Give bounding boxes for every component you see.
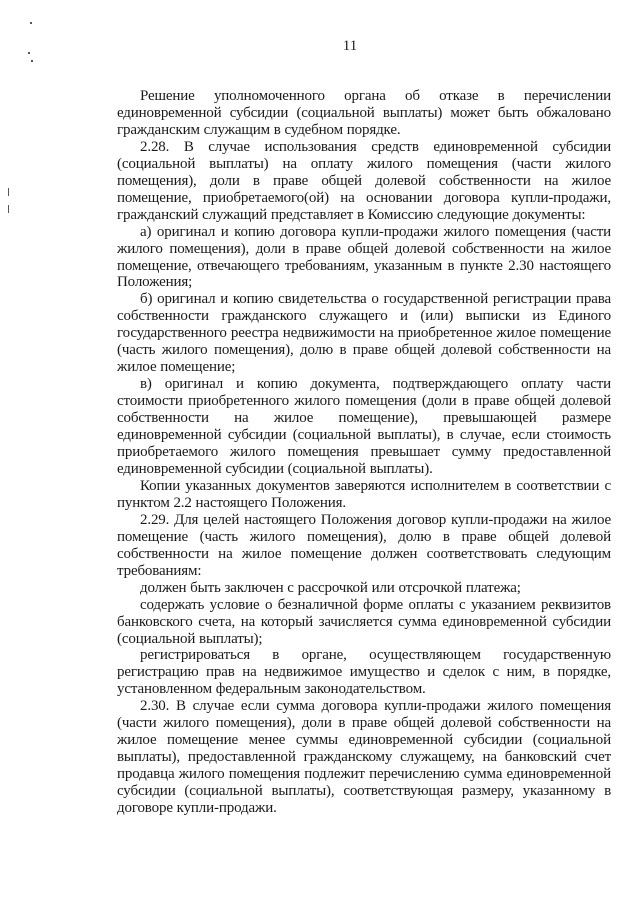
scan-mark (8, 205, 9, 213)
paragraph-2-28: 2.28. В случае использования средств единовременной субсидии (социальной выплаты) на оплату жилого помещения (части жилого помещения), доли в праве общей долевой собственности на жилое помещение, приобретаемого(ой) на основании договора купли-продажи, гражданский служащий представляет в Комиссию следующие документы: (117, 138, 611, 223)
paragraph-requirement-3: регистрироваться в органе, осуществляющем государственную регистрацию прав на недвижимое имущество и сделок с ним, в порядке, установленном федеральным законодательством. (117, 647, 611, 698)
document-body (117, 88, 611, 817)
scan-mark (30, 22, 32, 24)
paragraph-requirement-1: должен быть заключен с рассрочкой или отсрочкой платежа; (140, 579, 521, 596)
paragraph-2-29: 2.29. Для целей настоящего Положения договор купли-продажи на жилое помещение (часть жилого помещения), долю в праве общей долевой собственности на жилое помещение должен соответствовать следующим требованиям: (117, 511, 611, 579)
paragraph-item-b: б) оригинал и копию свидетельства о государственной регистрации права собственности гражданского служащего и (или) выписки из Единого государственного реестра недвижимости на приобретенное жилое помещение (часть жилого помещения), долю в праве общей долевой собственности на жилое помещение; (117, 291, 611, 376)
scan-mark (8, 188, 9, 196)
paragraph-copies: Копии указанных документов заверяются исполнителем в соответствии с пунктом 2.2 настоящего Положения. (117, 477, 611, 511)
paragraph-2-30: 2.30. В случае если сумма договора купли-продажи жилого помещения (части жилого помещения), доли в праве общей долевой собственности на жилое помещение менее суммы единовременной субсидии (социальной выплаты), предоставленной гражданскому служащему, на банковский счет продавца жилого помещения подлежит перечислению сумма единовременной субсидии (социальной выплаты), соответствующая размеру, указанному в договоре купли-продажи. (117, 698, 611, 817)
paragraph-requirement-2: содержать условие о безналичной форме оплаты с указанием реквизитов банковского счета, на который зачисляется сумма единовременной субсидии (социальной выплаты); (117, 596, 611, 647)
paragraph-item-a: а) оригинал и копию договора купли-продажи жилого помещения (части жилого помещения), доли в праве общей долевой собственности на жилое помещение, отвечающего требованиям, указанным в пункте 2.30 настоящего Положения; (117, 223, 611, 291)
paragraph-item-v: в) оригинал и копию документа, подтверждающего оплату части стоимости приобретенного жилого помещения (доли в праве общей долевой собственности на жилое помещение), превышающей размере единовременной субсидии (социальной выплаты), в случае, если стоимость приобретаемого жилого помещения превышает сумму предоставленной единовременной субсидии (социальной выплаты). (117, 376, 611, 477)
paragraph-appeal: Решение уполномоченного органа об отказе в перечислении единовременной субсидии (социальной выплаты) может быть обжаловано гражданским служащим в судебном порядке. (117, 88, 611, 138)
scan-mark (31, 60, 33, 62)
page-number: 11 (342, 38, 358, 54)
